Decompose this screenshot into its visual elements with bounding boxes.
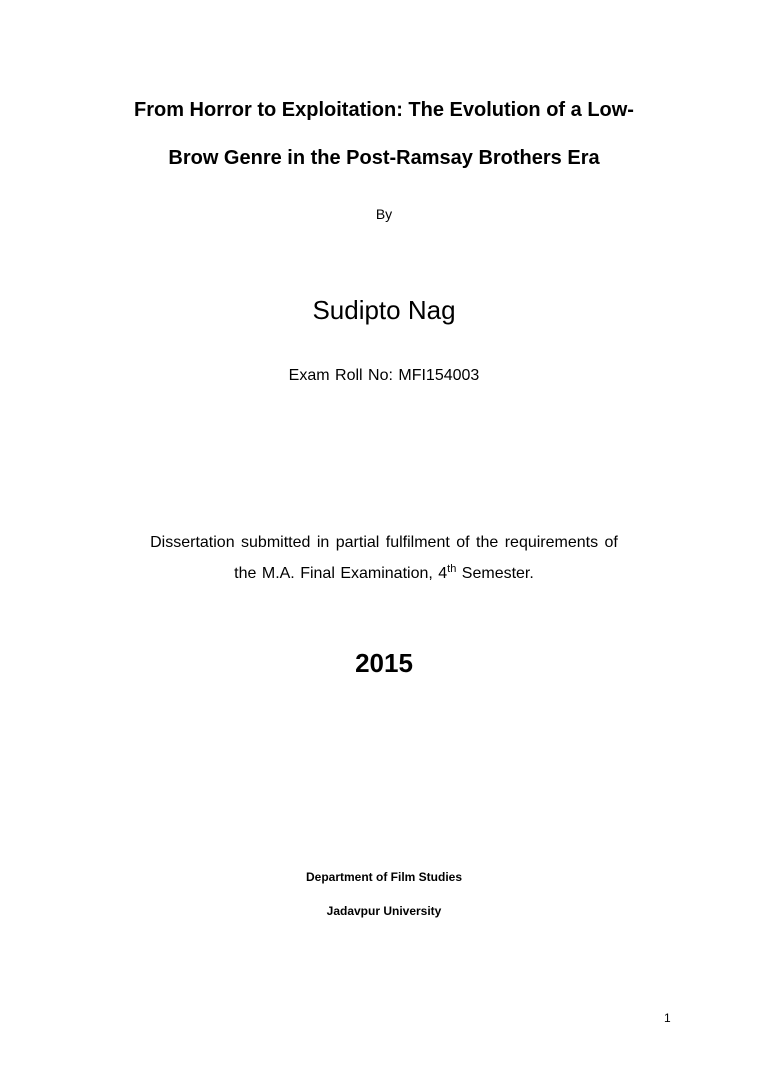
dissertation-statement-line-1: Dissertation submitted in partial fulfilment of the requirements of bbox=[150, 534, 618, 551]
exam-roll-number: Exam Roll No: MFI154003 bbox=[288, 367, 480, 384]
university-name: Jadavpur University bbox=[326, 904, 442, 918]
dissertation-line-2-suffix: Semester. bbox=[456, 565, 534, 582]
department-name: Department of Film Studies bbox=[305, 870, 463, 884]
submission-year: 2015 bbox=[355, 648, 413, 678]
by-label: By bbox=[375, 206, 393, 222]
ordinal-superscript: th bbox=[447, 563, 457, 575]
author-name: Sudipto Nag bbox=[312, 295, 456, 325]
page-number: 1 bbox=[664, 1011, 671, 1025]
dissertation-statement-line-2 bbox=[0, 563, 768, 585]
title-line-2: Brow Genre in the Post-Ramsay Brothers Era bbox=[168, 147, 600, 169]
dissertation-line-2-prefix: the M.A. Final Examination, 4 bbox=[234, 565, 448, 582]
title-line-1: From Horror to Exploitation: The Evolution of a Low- bbox=[134, 99, 634, 121]
